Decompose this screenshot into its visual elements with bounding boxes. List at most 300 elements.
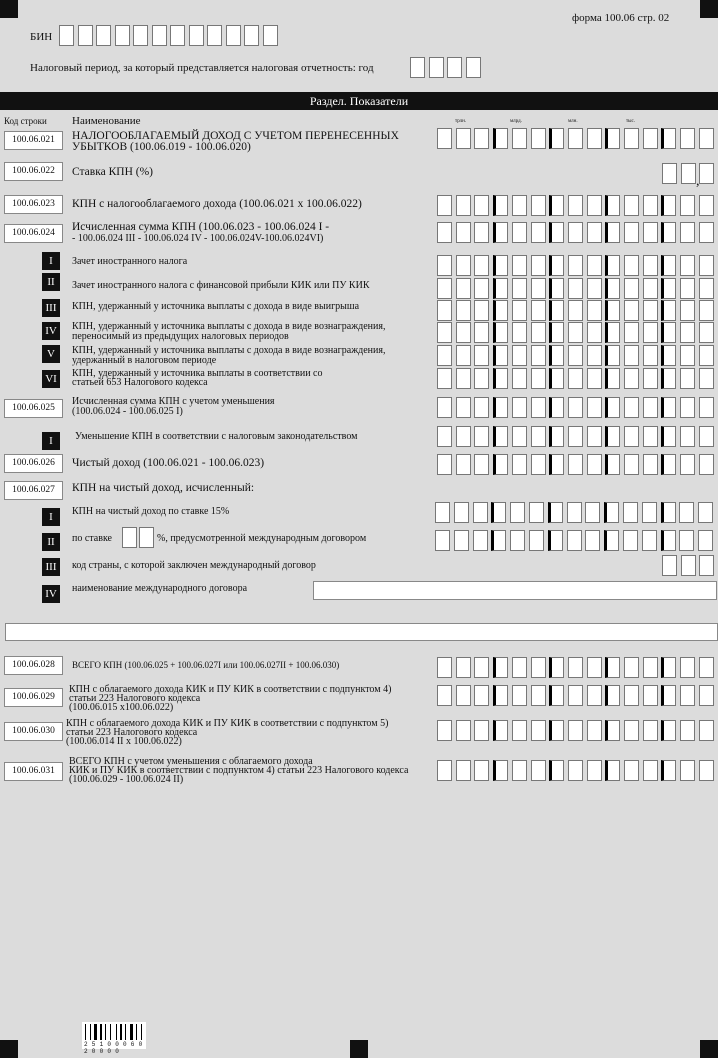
- row-024-IV-cell[interactable]: [531, 322, 546, 343]
- row-024-I-cell[interactable]: [456, 255, 471, 276]
- row-031-cell[interactable]: [699, 760, 714, 781]
- row-025-I-cell[interactable]: [680, 426, 695, 447]
- row-024-I-cell[interactable]: [437, 255, 452, 276]
- row-025-I-cell[interactable]: [643, 426, 658, 447]
- row-026-cell[interactable]: [605, 454, 620, 475]
- row-026-cell[interactable]: [568, 454, 583, 475]
- row-027-I-cell[interactable]: [661, 502, 676, 523]
- row-030-cell[interactable]: [680, 720, 695, 741]
- row-024-IV-cell[interactable]: [643, 322, 658, 343]
- row-023-cell[interactable]: [680, 195, 695, 216]
- row-028-cell[interactable]: [437, 657, 452, 678]
- row-021-cell[interactable]: [624, 128, 639, 149]
- row-024-IV-cell[interactable]: [587, 322, 602, 343]
- row-030-cell[interactable]: [568, 720, 583, 741]
- row-025-cell[interactable]: [512, 397, 527, 418]
- row-024-V-cell[interactable]: [531, 345, 546, 366]
- row-024-V-cell[interactable]: [661, 345, 676, 366]
- row-031-cell[interactable]: [512, 760, 527, 781]
- row-024-IV-cell[interactable]: [699, 322, 714, 343]
- row-026-cell[interactable]: [493, 454, 508, 475]
- row-025-I-cell[interactable]: [624, 426, 639, 447]
- row-024-III-cell[interactable]: [531, 300, 546, 321]
- row-024-II-cell[interactable]: [680, 278, 695, 299]
- row-024-VI-cell[interactable]: [437, 368, 452, 389]
- row-024-I-cell[interactable]: [493, 255, 508, 276]
- row-027-I-cell[interactable]: [473, 502, 488, 523]
- row-031-cell[interactable]: [549, 760, 564, 781]
- row-027-II-cell[interactable]: [473, 530, 488, 551]
- row-027-II-cell[interactable]: [698, 530, 713, 551]
- row-021-cell[interactable]: [474, 128, 489, 149]
- row-024-V-cell[interactable]: [699, 345, 714, 366]
- row-023-cell[interactable]: [549, 195, 564, 216]
- row-025-cell[interactable]: [568, 397, 583, 418]
- row-026-cell[interactable]: [643, 454, 658, 475]
- row-028-cell[interactable]: [587, 657, 602, 678]
- row-028-cell[interactable]: [493, 657, 508, 678]
- row-024-V-cell[interactable]: [549, 345, 564, 366]
- rate-022-cell[interactable]: [681, 163, 696, 184]
- bin-cell[interactable]: [226, 25, 241, 46]
- row-code-027: 100.06.027: [4, 481, 63, 500]
- row-026-cell[interactable]: [549, 454, 564, 475]
- row-024-I-cell[interactable]: [531, 255, 546, 276]
- row-023-cell[interactable]: [531, 195, 546, 216]
- row-024-II-cell[interactable]: [661, 278, 676, 299]
- row-024-cell[interactable]: [512, 222, 527, 243]
- row-025-cell[interactable]: [587, 397, 602, 418]
- row-031-cell[interactable]: [587, 760, 602, 781]
- row-025-cell[interactable]: [437, 397, 452, 418]
- row-024-V-cell[interactable]: [587, 345, 602, 366]
- row-025-I-cell[interactable]: [587, 426, 602, 447]
- row-024-II-cell[interactable]: [568, 278, 583, 299]
- row-028-cell[interactable]: [568, 657, 583, 678]
- row-025-cell[interactable]: [456, 397, 471, 418]
- row-024-VI-cell[interactable]: [474, 368, 489, 389]
- row-024-V-cell[interactable]: [474, 345, 489, 366]
- row-024-I-cell[interactable]: [568, 255, 583, 276]
- row-027-II-cell[interactable]: [585, 530, 600, 551]
- row-021-cell[interactable]: [605, 128, 620, 149]
- row-024-V-cell[interactable]: [437, 345, 452, 366]
- row-031-cell[interactable]: [643, 760, 658, 781]
- row-024-cell[interactable]: [661, 222, 676, 243]
- row-030-cell[interactable]: [605, 720, 620, 741]
- row-024-III-cell[interactable]: [661, 300, 676, 321]
- row-025-I-cell[interactable]: [699, 426, 714, 447]
- row-027-II-cell[interactable]: [491, 530, 506, 551]
- row-029-cell[interactable]: [437, 685, 452, 706]
- row-021-cell[interactable]: [587, 128, 602, 149]
- row-023-cell[interactable]: [493, 195, 508, 216]
- row-031-cell[interactable]: [531, 760, 546, 781]
- bin-cell[interactable]: [96, 25, 111, 46]
- row-026-cell[interactable]: [587, 454, 602, 475]
- row-027-I-cell[interactable]: [642, 502, 657, 523]
- row-024-III-cell[interactable]: [493, 300, 508, 321]
- row-024-II-cell[interactable]: [512, 278, 527, 299]
- row-024-II-cell[interactable]: [493, 278, 508, 299]
- row-031-cell[interactable]: [661, 760, 676, 781]
- row-029-cell[interactable]: [493, 685, 508, 706]
- year-cell[interactable]: [466, 57, 481, 78]
- country-code-cell[interactable]: [662, 555, 677, 576]
- row-024-III-cell[interactable]: [474, 300, 489, 321]
- row-024-VI-cell[interactable]: [568, 368, 583, 389]
- barcode-number: 2 5 1 0 0 0 6 0 2 0 0 0 0: [84, 1041, 143, 1055]
- row-030-cell[interactable]: [587, 720, 602, 741]
- row-024-II-cell[interactable]: [531, 278, 546, 299]
- row-029-cell[interactable]: [661, 685, 676, 706]
- row-024-III-cell[interactable]: [643, 300, 658, 321]
- row-label-022: Ставка КПН (%): [72, 166, 154, 178]
- row-027-II-cell[interactable]: [529, 530, 544, 551]
- row-028-cell[interactable]: [624, 657, 639, 678]
- col-name-header: Наименование: [72, 115, 141, 127]
- row-024-cell[interactable]: [643, 222, 658, 243]
- row-027-I-cell[interactable]: [585, 502, 600, 523]
- row-021-cell[interactable]: [437, 128, 452, 149]
- row-030-cell[interactable]: [456, 720, 471, 741]
- row-024-III-cell[interactable]: [549, 300, 564, 321]
- row-026-cell[interactable]: [474, 454, 489, 475]
- row-024-IV-cell[interactable]: [661, 322, 676, 343]
- row-024-cell[interactable]: [587, 222, 602, 243]
- row-024-cell[interactable]: [605, 222, 620, 243]
- row-024-VI-cell[interactable]: [512, 368, 527, 389]
- row-031-cell[interactable]: [624, 760, 639, 781]
- row-024-VI-cell[interactable]: [587, 368, 602, 389]
- row-021-cell[interactable]: [549, 128, 564, 149]
- row-025-cell[interactable]: [680, 397, 695, 418]
- row-029-cell[interactable]: [549, 685, 564, 706]
- row-026-cell[interactable]: [661, 454, 676, 475]
- row-026-cell[interactable]: [624, 454, 639, 475]
- row-024-III-cell[interactable]: [437, 300, 452, 321]
- row-029-cell[interactable]: [680, 685, 695, 706]
- row-024-IV-cell[interactable]: [568, 322, 583, 343]
- row-028-cell[interactable]: [680, 657, 695, 678]
- row-027-II-cell[interactable]: [454, 530, 469, 551]
- row-027-II-cell[interactable]: [567, 530, 582, 551]
- row-027-I-cell[interactable]: [604, 502, 619, 523]
- row-024-V-cell[interactable]: [680, 345, 695, 366]
- row-021-cell[interactable]: [568, 128, 583, 149]
- row-024-cell[interactable]: [549, 222, 564, 243]
- row-028-cell[interactable]: [605, 657, 620, 678]
- row-026-cell[interactable]: [437, 454, 452, 475]
- row-026-cell[interactable]: [699, 454, 714, 475]
- row-023-cell[interactable]: [474, 195, 489, 216]
- row-028-cell[interactable]: [474, 657, 489, 678]
- row-030-cell[interactable]: [699, 720, 714, 741]
- bin-cell[interactable]: [133, 25, 148, 46]
- row-024-III-cell[interactable]: [456, 300, 471, 321]
- row-031-cell[interactable]: [456, 760, 471, 781]
- row-024-cell[interactable]: [493, 222, 508, 243]
- rate-022-cell[interactable]: [699, 163, 714, 184]
- row-025-I-cell[interactable]: [661, 426, 676, 447]
- row-024-cell[interactable]: [624, 222, 639, 243]
- row-024-IV-cell[interactable]: [437, 322, 452, 343]
- country-code-cell[interactable]: [681, 555, 696, 576]
- row-025-cell[interactable]: [699, 397, 714, 418]
- row-025-cell[interactable]: [605, 397, 620, 418]
- row-027-I-cell[interactable]: [454, 502, 469, 523]
- row-026-cell[interactable]: [512, 454, 527, 475]
- row-029-cell[interactable]: [605, 685, 620, 706]
- row-024-II-cell[interactable]: [456, 278, 471, 299]
- row-021-cell[interactable]: [493, 128, 508, 149]
- row-024-V-cell[interactable]: [512, 345, 527, 366]
- row-025-cell[interactable]: [493, 397, 508, 418]
- row-024-cell[interactable]: [568, 222, 583, 243]
- row-024-IV-cell[interactable]: [493, 322, 508, 343]
- row-029-cell[interactable]: [568, 685, 583, 706]
- row-027-I-cell[interactable]: [679, 502, 694, 523]
- row-028-cell[interactable]: [699, 657, 714, 678]
- year-cell[interactable]: [447, 57, 462, 78]
- row-024-II-cell[interactable]: [474, 278, 489, 299]
- row-024-V-cell[interactable]: [605, 345, 620, 366]
- row-024-VI-cell[interactable]: [549, 368, 564, 389]
- row-025-cell[interactable]: [474, 397, 489, 418]
- row-024-III-cell[interactable]: [680, 300, 695, 321]
- row-024-cell[interactable]: [474, 222, 489, 243]
- row-024-V-cell[interactable]: [643, 345, 658, 366]
- row-024-III-cell[interactable]: [568, 300, 583, 321]
- row-026-cell[interactable]: [680, 454, 695, 475]
- bin-cell[interactable]: [207, 25, 222, 46]
- row-024-V-cell[interactable]: [568, 345, 583, 366]
- row-027-I-cell[interactable]: [548, 502, 563, 523]
- row-021-cell[interactable]: [643, 128, 658, 149]
- row-024-IV-cell[interactable]: [605, 322, 620, 343]
- row-024-II-cell[interactable]: [624, 278, 639, 299]
- row-023-cell[interactable]: [587, 195, 602, 216]
- treaty-name-input[interactable]: [313, 581, 717, 600]
- row-024-I-cell[interactable]: [512, 255, 527, 276]
- row-024-III-cell[interactable]: [512, 300, 527, 321]
- row-025-cell[interactable]: [661, 397, 676, 418]
- row-023-cell[interactable]: [512, 195, 527, 216]
- row-024-VI-cell[interactable]: [456, 368, 471, 389]
- row-025-I-cell[interactable]: [531, 426, 546, 447]
- row-024-III-cell[interactable]: [624, 300, 639, 321]
- row-028-cell[interactable]: [531, 657, 546, 678]
- row-024-VI-cell[interactable]: [624, 368, 639, 389]
- bin-cell[interactable]: [78, 25, 93, 46]
- row-024-II-cell[interactable]: [549, 278, 564, 299]
- row-026-cell[interactable]: [531, 454, 546, 475]
- row-024-II-cell[interactable]: [587, 278, 602, 299]
- row-025-I-cell[interactable]: [568, 426, 583, 447]
- row-label-030-c: (100.06.014 II х 100.06.022): [66, 736, 182, 747]
- row-024-VI-cell[interactable]: [699, 368, 714, 389]
- row-029-cell[interactable]: [587, 685, 602, 706]
- row-025-cell[interactable]: [549, 397, 564, 418]
- row-028-cell[interactable]: [456, 657, 471, 678]
- row-021-cell[interactable]: [512, 128, 527, 149]
- row-023-cell[interactable]: [699, 195, 714, 216]
- row-025-cell[interactable]: [531, 397, 546, 418]
- row-029-cell[interactable]: [624, 685, 639, 706]
- row-024-IV-cell[interactable]: [549, 322, 564, 343]
- row-025-I-cell[interactable]: [605, 426, 620, 447]
- row-025-cell[interactable]: [643, 397, 658, 418]
- row-025-I-cell[interactable]: [456, 426, 471, 447]
- row-027-I-cell[interactable]: [698, 502, 713, 523]
- row-023-cell[interactable]: [568, 195, 583, 216]
- row-024-I-cell[interactable]: [587, 255, 602, 276]
- row-029-cell[interactable]: [699, 685, 714, 706]
- row-030-cell[interactable]: [643, 720, 658, 741]
- bin-cell[interactable]: [263, 25, 278, 46]
- row-027-II-cell[interactable]: [510, 530, 525, 551]
- row-024-II-cell[interactable]: [605, 278, 620, 299]
- row-027-I-cell[interactable]: [510, 502, 525, 523]
- row-027-I-cell[interactable]: [529, 502, 544, 523]
- row-024-cell[interactable]: [531, 222, 546, 243]
- row-024-III-cell[interactable]: [587, 300, 602, 321]
- row-023-cell[interactable]: [661, 195, 676, 216]
- bin-cell[interactable]: [152, 25, 167, 46]
- row-027-II-cell[interactable]: [604, 530, 619, 551]
- row-027-I-cell[interactable]: [491, 502, 506, 523]
- row-023-cell[interactable]: [437, 195, 452, 216]
- row-024-IV-cell[interactable]: [456, 322, 471, 343]
- country-code-cell[interactable]: [699, 555, 714, 576]
- row-028-cell[interactable]: [512, 657, 527, 678]
- row-024-V-cell[interactable]: [624, 345, 639, 366]
- row-030-cell[interactable]: [493, 720, 508, 741]
- row-024-I-cell[interactable]: [661, 255, 676, 276]
- bin-cell[interactable]: [115, 25, 130, 46]
- row-023-cell[interactable]: [605, 195, 620, 216]
- row-024-IV-cell[interactable]: [512, 322, 527, 343]
- row-024-cell[interactable]: [680, 222, 695, 243]
- row-023-cell[interactable]: [624, 195, 639, 216]
- row-025-I-cell[interactable]: [549, 426, 564, 447]
- row-021-cell[interactable]: [699, 128, 714, 149]
- row-029-cell[interactable]: [456, 685, 471, 706]
- rate-022-cell[interactable]: [662, 163, 677, 184]
- row-027-II-cell[interactable]: [435, 530, 450, 551]
- row-030-cell[interactable]: [437, 720, 452, 741]
- row-024-I-cell[interactable]: [643, 255, 658, 276]
- row-030-cell[interactable]: [624, 720, 639, 741]
- row-023-cell[interactable]: [456, 195, 471, 216]
- bin-cell[interactable]: [189, 25, 204, 46]
- row-029-cell[interactable]: [512, 685, 527, 706]
- row-027-II-cell[interactable]: [623, 530, 638, 551]
- row-021-cell[interactable]: [661, 128, 676, 149]
- row-024-I-cell[interactable]: [624, 255, 639, 276]
- row-021-cell[interactable]: [456, 128, 471, 149]
- row-029-cell[interactable]: [531, 685, 546, 706]
- row-024-cell[interactable]: [699, 222, 714, 243]
- row-031-cell[interactable]: [493, 760, 508, 781]
- row-024-IV-cell[interactable]: [624, 322, 639, 343]
- row-024-III-cell[interactable]: [605, 300, 620, 321]
- row-031-cell[interactable]: [605, 760, 620, 781]
- row-024-IV-cell[interactable]: [680, 322, 695, 343]
- row-027-II-cell[interactable]: [679, 530, 694, 551]
- row-025-I-cell[interactable]: [437, 426, 452, 447]
- row-029-cell[interactable]: [643, 685, 658, 706]
- row-024-V-cell[interactable]: [493, 345, 508, 366]
- year-cell[interactable]: [429, 57, 444, 78]
- row-024-cell[interactable]: [456, 222, 471, 243]
- row-030-cell[interactable]: [531, 720, 546, 741]
- bin-cell[interactable]: [244, 25, 259, 46]
- row-024-I-cell[interactable]: [699, 255, 714, 276]
- row-025-I-cell[interactable]: [493, 426, 508, 447]
- row-027-I-cell[interactable]: [567, 502, 582, 523]
- row-024-II-cell[interactable]: [437, 278, 452, 299]
- row-031-cell[interactable]: [568, 760, 583, 781]
- row-027-II-cell[interactable]: [548, 530, 563, 551]
- row-030-cell[interactable]: [661, 720, 676, 741]
- row-030-cell[interactable]: [549, 720, 564, 741]
- row-028-cell[interactable]: [549, 657, 564, 678]
- row-024-VI-cell[interactable]: [531, 368, 546, 389]
- row-024-III-cell[interactable]: [699, 300, 714, 321]
- row-024-VI-cell[interactable]: [493, 368, 508, 389]
- year-cell[interactable]: [410, 57, 425, 78]
- row-024-I-cell[interactable]: [474, 255, 489, 276]
- row-030-cell[interactable]: [512, 720, 527, 741]
- row-024-V-cell[interactable]: [456, 345, 471, 366]
- bin-cell[interactable]: [170, 25, 185, 46]
- row-021-cell[interactable]: [531, 128, 546, 149]
- row-024-II-cell[interactable]: [699, 278, 714, 299]
- row-025-cell[interactable]: [624, 397, 639, 418]
- row-021-cell[interactable]: [680, 128, 695, 149]
- row-027-I-cell[interactable]: [623, 502, 638, 523]
- row-024-II-cell[interactable]: [643, 278, 658, 299]
- row-028-cell[interactable]: [643, 657, 658, 678]
- row-024-I-cell[interactable]: [605, 255, 620, 276]
- row-027-II-cell[interactable]: [661, 530, 676, 551]
- treaty-rate-cell[interactable]: [122, 527, 137, 548]
- row-026-cell[interactable]: [456, 454, 471, 475]
- row-027-II-cell[interactable]: [642, 530, 657, 551]
- row-024-VI-cell[interactable]: [643, 368, 658, 389]
- row-029-cell[interactable]: [474, 685, 489, 706]
- row-025-I-cell[interactable]: [512, 426, 527, 447]
- row-031-cell[interactable]: [474, 760, 489, 781]
- row-028-cell[interactable]: [661, 657, 676, 678]
- row-025-I-cell[interactable]: [474, 426, 489, 447]
- row-024-IV-cell[interactable]: [474, 322, 489, 343]
- bin-cell[interactable]: [59, 25, 74, 46]
- row-027-I-cell[interactable]: [435, 502, 450, 523]
- row-024-VI-cell[interactable]: [680, 368, 695, 389]
- treaty-rate-cell[interactable]: [139, 527, 154, 548]
- row-024-VI-cell[interactable]: [605, 368, 620, 389]
- row-031-cell[interactable]: [680, 760, 695, 781]
- row-024-I-cell[interactable]: [549, 255, 564, 276]
- row-030-cell[interactable]: [474, 720, 489, 741]
- row-023-cell[interactable]: [643, 195, 658, 216]
- row-024-I-cell[interactable]: [680, 255, 695, 276]
- row-024-VI-cell[interactable]: [661, 368, 676, 389]
- row-024-cell[interactable]: [437, 222, 452, 243]
- row-031-cell[interactable]: [437, 760, 452, 781]
